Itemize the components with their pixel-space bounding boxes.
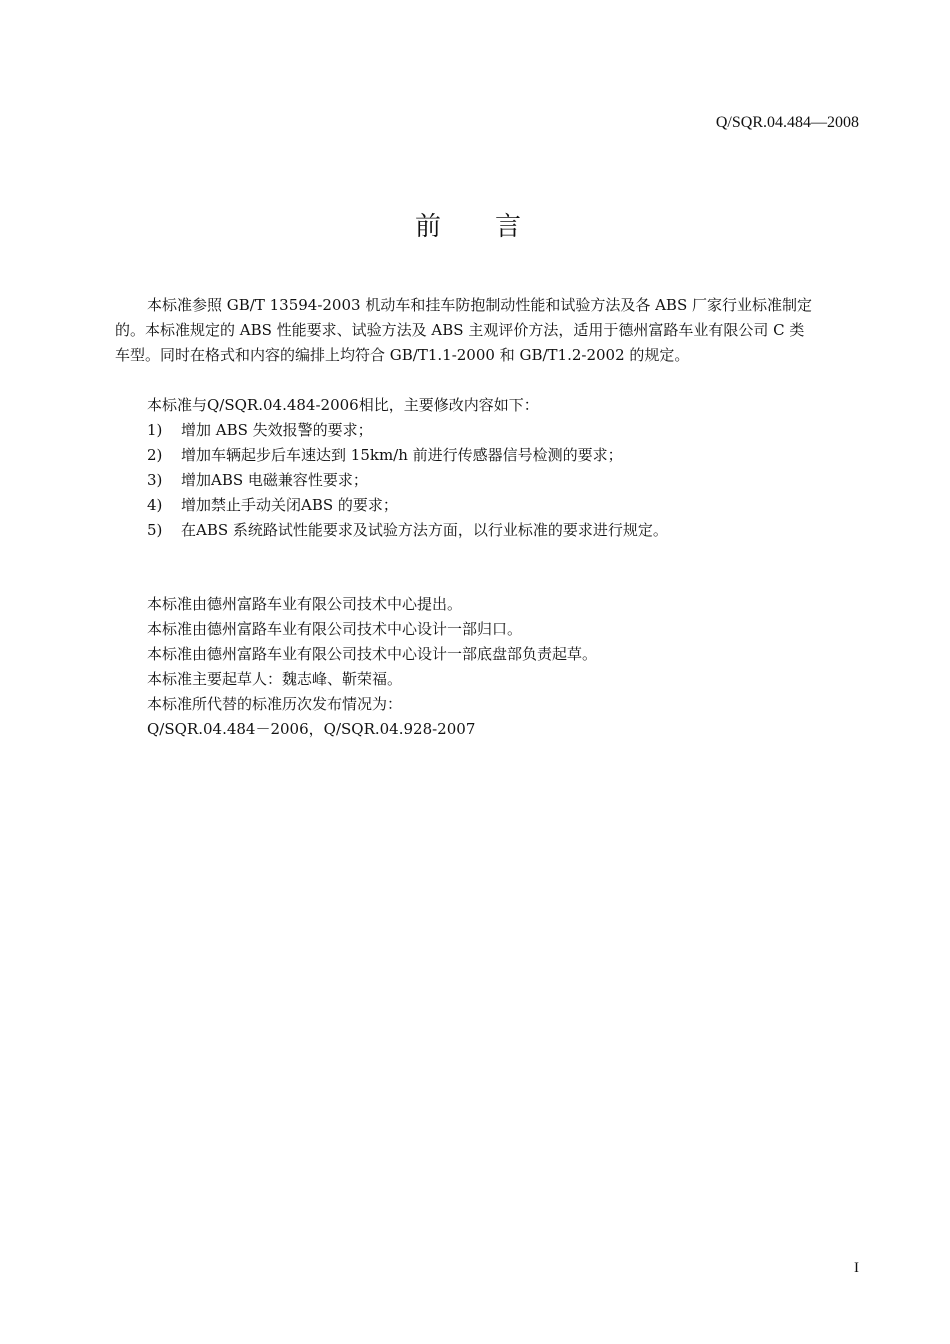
list-item-text: 增加车辆起步后车速达到 15km/h 前进行传感器信号检测的要求； xyxy=(181,446,623,464)
intro-line: 车型。同时在格式和内容的编排上均符合 GB/T1.1-2000 和 GB/T1.2-2002 的规定。 xyxy=(115,346,690,364)
closing-line: 本标准所代替的标准历次发布情况为： xyxy=(147,695,403,713)
list-item-number: 1) xyxy=(147,421,163,439)
changes-section xyxy=(147,393,860,543)
list-item xyxy=(147,443,860,468)
list-item-text: 增加 ABS 失效报警的要求； xyxy=(181,421,373,439)
document-code: Q/SQR.04.484—2008 xyxy=(715,114,859,131)
list-item-text: 增加禁止手动关闭ABS 的要求； xyxy=(181,496,398,514)
closing-line: 本标准由德州富路车业有限公司技术中心设计一部底盘部负责起草。 xyxy=(147,645,598,663)
intro-line: 的。本标准规定的 ABS 性能要求、试验方法及 ABS 主观评价方法，适用于德州富路车业有限公司 C 类 xyxy=(115,321,805,339)
replaced-standards: Q/SQR.04.484－2006，Q/SQR.04.928-2007 xyxy=(147,720,476,738)
intro-line: 本标准参照 GB/T 13594-2003 机动车和挂车防抱制动性能和试验方法及各 ABS 厂家行业标准制定 xyxy=(147,296,812,314)
list-item-number: 5) xyxy=(147,521,163,539)
closing-line: 本标准主要起草人：魏志峰、靳荣福。 xyxy=(147,670,403,688)
list-item xyxy=(147,493,860,518)
closing-section xyxy=(147,592,860,742)
list-item-number: 4) xyxy=(147,496,163,514)
list-item-text: 增加ABS 电磁兼容性要求； xyxy=(181,471,368,489)
closing-line: 本标准由德州富路车业有限公司技术中心设计一部归口。 xyxy=(147,620,523,638)
list-item-number: 2) xyxy=(147,446,163,464)
list-item xyxy=(147,468,860,493)
page-title: 前 言 xyxy=(414,212,535,242)
list-item-text: 在ABS 系统路试性能要求及试验方法方面，以行业标准的要求进行规定。 xyxy=(181,521,668,539)
list-item xyxy=(147,418,860,443)
list-item xyxy=(147,518,860,543)
intro-paragraph xyxy=(115,293,860,368)
closing-line: 本标准由德州富路车业有限公司技术中心提出。 xyxy=(147,595,463,613)
page-number: I xyxy=(854,1260,859,1276)
list-item-number: 3) xyxy=(147,471,163,489)
changes-heading: 本标准与Q/SQR.04.484-2006相比，主要修改内容如下： xyxy=(147,396,539,414)
